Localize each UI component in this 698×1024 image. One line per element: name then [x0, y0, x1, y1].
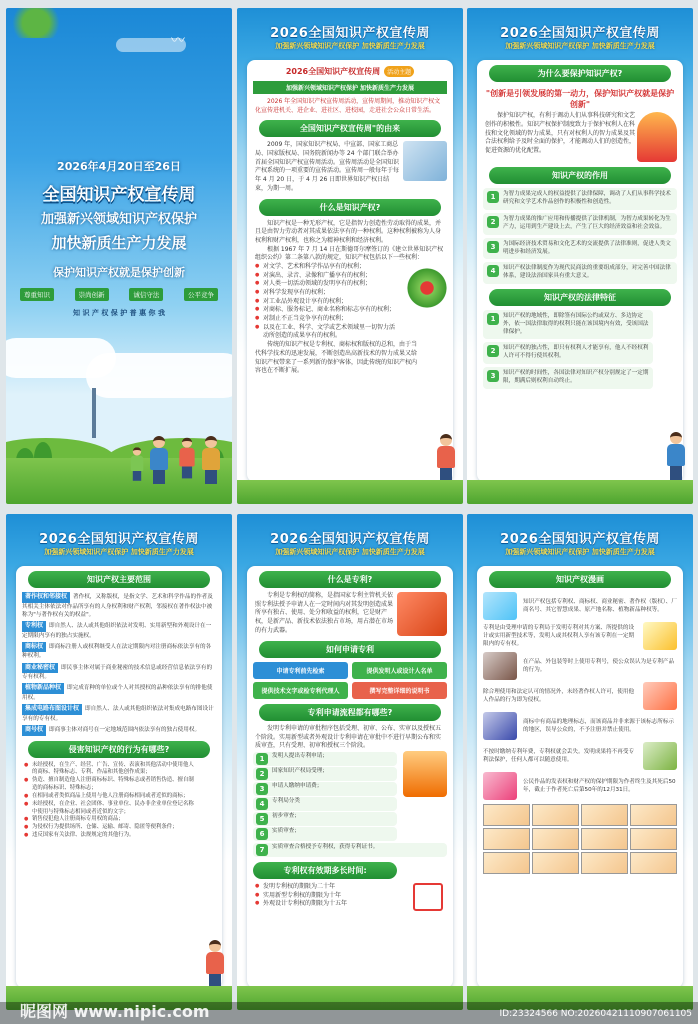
panel-subtitle: 加强新兴领域知识产权保护 加快新质生产力发展	[505, 548, 655, 556]
list-item: ● 在相同或者类似商品上使用与他人注册商标相同或者近似的商标；	[16, 793, 222, 801]
apply-step: 提供技术文字或检专利代理人	[253, 682, 348, 699]
leaf-decoration	[6, 8, 66, 38]
section-heading: 什么是专利?	[259, 571, 440, 588]
theme-line: 加强新兴领域知识产权保护 加快新质生产力发展	[253, 81, 447, 94]
list-item: ● 对商标、服务标记、商业名称和标志享有的权利；	[247, 306, 407, 315]
flow-step: 4 专利局分类	[253, 797, 397, 811]
list-item: ● 违反国家有关法律、法规规定的其他行为。	[16, 832, 222, 840]
panel-subtitle: 加强新兴领域知识产权保护 加快新质生产力发展	[275, 548, 425, 556]
numbered-item: 4 知识产权法律制度作为现代民商法的重要组成部分，对完善中国法律体系，建设法治国家具有重大意义。	[483, 262, 677, 284]
teacher-figure-icon	[433, 434, 459, 482]
comic-image	[643, 682, 677, 710]
comic-frame	[630, 804, 677, 826]
section-heading: 侵害知识产权的行为有哪些?	[28, 741, 209, 758]
badge: 诚信守法	[129, 288, 163, 301]
panel-title: 2026全国知识产权宣传周	[500, 26, 660, 41]
comic-image	[643, 742, 677, 770]
flow-step: 1 发明人提出专利申请；	[253, 752, 397, 766]
umbrella-shield-icon	[637, 112, 677, 162]
comic-frame	[630, 852, 677, 874]
numbered-item: 3 知识产权的时间性，各国法律对知识产权分别规定了一定期限，期满后则权利自动终止。	[483, 367, 653, 389]
list-item: ● 未经授权，在企业、社会团体、事业单位、民办非企业单位登记名称中使用与特殊标志相同或者近似的文字；	[16, 801, 222, 817]
list-item: ● 销售侵犯他人注册商标专用权的商品；	[16, 816, 222, 824]
section-heading: 知识产权的作用	[489, 167, 670, 184]
comic-frame	[483, 828, 530, 850]
list-item: ● 未经授权，在生产、经营、广告、宣传、表演和其他活动中使用他人的商标、特殊标志、专利、作品和其他创作成果；	[16, 762, 222, 778]
patent-stamp-icon	[397, 592, 447, 636]
comic-frame	[483, 804, 530, 826]
convention-text: 根据 1967 年 7 月 14 日在斯德哥尔摩签订的《建立世界知识产权组织公约》第二条第八款的规定，知识产权包括以下一些权利：	[255, 245, 444, 262]
list-item: ● 对科学发现享有的权利；	[247, 289, 407, 298]
family-figure-icon	[198, 436, 224, 484]
cover-line1: 全国知识产权宣传周	[42, 185, 196, 205]
list-item: ● 对演出、录音、录像和广播享有的权利；	[247, 272, 407, 281]
scope-item: 商号权 即商事主体对商号在一定地域范围内依法享有的独占使用权。	[22, 725, 216, 736]
panel-patent	[237, 514, 463, 1010]
apply-step: 申请专利前先检索	[253, 662, 348, 679]
content-card	[477, 566, 683, 988]
period-item: ● 发明专利权的期限为二十年	[247, 883, 413, 892]
comic-image	[483, 592, 517, 620]
scope-item: 集成电路布图设计权 即自然人、法人或其他组织依法对集成电路布图设计享有的专有权。	[22, 705, 214, 722]
scope-item: 专利权 即自然人、法人或其他组织依法对发明、实用新型和外观设计在一定期限内享有的独占实施权。	[22, 621, 212, 639]
numbered-item: 2 为智力成果的推广应用和传播提供了法律机制，为智力成果转化为生产力，运用到生产建设上去，产生了巨大的经济效益和社会效益。	[483, 213, 677, 235]
list-item: ● 对制止不正当竞争享有的权利；	[247, 315, 407, 324]
panel-what-is-ip	[237, 8, 463, 504]
section-heading: 知识产权漫画	[489, 571, 670, 588]
section-heading: 如何申请专利	[259, 641, 440, 658]
list-item: ● 为侵权行为提供场所、仓储、运输、邮寄、隐匿等便利条件；	[16, 824, 222, 832]
list-item: ● 伪造、擅自制造他人注册商标标识、特殊标志或者销售伪造、擅自制造的商标标识、特殊标志；	[16, 777, 222, 793]
list-item: ● 以及在工业、科学、文学或艺术领域里一切智力活动所创造的成果享有的权利。	[247, 324, 407, 341]
cover-slogan: 知 识 产 权 保 护 普 惠 你 我	[73, 309, 165, 317]
money-tree-icon	[407, 263, 447, 313]
intro-text: 2026 年全国知识产权宣传周活动，宣传周期间，推动知识产权文化宣传进机关、进企业、进社区、进校园，走进社会公众日常生活。	[255, 98, 441, 114]
scope-item: 植物新品种权 即完成育种的单位或个人对其授权的品种依法享有的排他使用权。	[22, 684, 213, 701]
comic-text: 商标中有商品的地理标志，而该商品并非来源于该标志所标示的地区，误导公众的，不予注册并禁止使用。	[523, 719, 675, 734]
comic-text: 公民作品的发表权和财产权的保护期限为作者终生及其死后50年，截止于作者死亡后第50年的12月31日。	[523, 779, 676, 794]
comic-image	[643, 622, 677, 650]
student-figure-icon	[663, 432, 689, 480]
period-item: ● 外观设计专利权的期限为十五年	[247, 900, 413, 909]
numbered-item: 1 为智力成果完成人的权益提供了法律保障，调动了人们从事科学技术研究和文学艺术作品创作的积极性和创造性。	[483, 188, 677, 210]
comic-image	[483, 772, 517, 800]
cover-panel	[6, 8, 232, 504]
watermark-logo: 昵图网 www.nipic.com	[20, 1002, 210, 1021]
child-figure-icon	[128, 447, 146, 481]
scope-item: 商业秘密权 即民事主体对属于商业秘密的技术信息或经营信息依法享有的专有权利。	[22, 663, 213, 681]
comic-frame	[532, 804, 579, 826]
tail-text: 传统的知识产权是专利权、商标权和版权的总和，由于当代科学技术的迅速发展，不断创造出高新技术的智力成果又给知识产权带来了一系列新的保护客体，因此传统的知识产权内容也在不断扩展。	[255, 341, 418, 375]
period-item: ● 实用新型专利权的期限为十年	[247, 892, 413, 901]
family-figure-icon	[176, 438, 198, 479]
origin-text: 2009 年，国家知识产权局、中宣部、国家工商总局、国家版权局、国务院新闻办等 24 个部门联合举办首届全国知识产权宣传周活动。宣传周活动是全国知识产权系统的一项重要的宣传活动。宣传周一般每年于每年 4 月 20 日，于 4 月 26 日即世界知识产权日结束，为期一周。	[255, 141, 400, 192]
calendar-icon	[413, 883, 443, 911]
panel-ip-scope	[6, 514, 232, 1010]
comic-frame	[483, 852, 530, 874]
comic-text: 不按时缴纳专利年费，专利权就会丢失。发明成果将不再受专利法保护，任何人都可以随意使用。	[483, 749, 635, 764]
comic-text: 除合理使用和法定认可的情况外，未经著作权人许可，使用他人作品的行为即为侵权。	[483, 689, 635, 704]
apply-steps-row	[253, 662, 447, 679]
flow-step: 3 申请人缴纳申请费；	[253, 782, 397, 796]
quote-text: "创新是引领发展的第一动力，保护知识产权就是保护创新"	[485, 89, 675, 110]
panel-subtitle: 加强新兴领域知识产权保护 加快新质生产力发展	[505, 42, 655, 50]
numbered-item: 1 知识产权的地域性，即除签有国际公约或双方、多边协定外，依一国法律取得的权利只能在该国境内有效，受该国法律保护。	[483, 310, 653, 339]
comic-strip	[483, 804, 677, 874]
cover-badges	[20, 288, 218, 301]
panel-title: 2026全国知识产权宣传周	[500, 532, 660, 547]
cover-line2: 加强新兴领域知识产权保护	[40, 212, 197, 227]
section-heading: 为什么要保护知识产权?	[489, 65, 670, 82]
watermark-bar	[0, 1002, 698, 1024]
numbered-item: 3 为国际经济技术贸易和文化艺术的交流提供了法律准则，促进人类文明进步和经济发展。	[483, 238, 677, 260]
badge: 公平竞争	[184, 288, 218, 301]
comic-text: 在产品、外包装等时上使用专利号，使公众误认为是专利产品的行为。	[523, 659, 675, 674]
section-heading: 什么是知识产权?	[259, 199, 440, 216]
tower-icon	[92, 388, 96, 438]
apply-steps-row	[253, 682, 447, 699]
badge: 尊重知识	[20, 288, 54, 301]
apply-step: 撰写完整详细的说明书	[352, 682, 447, 699]
cover-date: 2026年4月20日至26日	[57, 160, 181, 173]
section-heading: 专利申请流程都有哪些?	[259, 704, 440, 721]
panel-ip-comics	[467, 514, 693, 1010]
flow-intro: 发明专利申请的审批程序包括受理、初审、公布、实审以及授权五个阶段。实用新型或者外观设计专利申请在审批中不进行早期公布和实质审查，只有受理、初审和授权三个阶段。	[255, 725, 442, 750]
flow-step: 5 初步审查；	[253, 812, 397, 826]
theme-badge: 活动主题	[384, 66, 414, 77]
section-heading: 全国知识产权宣传周"的由来	[259, 120, 440, 137]
panel-why-protect	[467, 8, 693, 504]
comic-frame	[581, 852, 628, 874]
flow-step: 6 实质审查；	[253, 827, 397, 841]
panel-title: 2026全国知识产权宣传周	[270, 532, 430, 547]
content-card	[16, 566, 222, 988]
section-heading: 知识产权主要范围	[28, 571, 209, 588]
comic-text: 知识产权包括专利权、商标权、商业秘密、著作权（版权）、厂商名号、其它智慧成果、原产地名称、植物新品种权等。	[523, 598, 677, 613]
list-item: ● 对人类一切活动领域的发明享有的权利；	[247, 280, 407, 289]
handshake-image	[403, 141, 447, 181]
panel-title: 2026全国知识产权宣传周	[39, 532, 199, 547]
comic-image	[483, 652, 517, 680]
flow-step: 7 实质审查合格授予专利权，获得专利证书。	[253, 843, 447, 857]
apply-step: 提供发明人或设计人名单	[352, 662, 447, 679]
content-card	[247, 566, 453, 988]
list-item: ● 对工业品外观设计享有的权利；	[247, 298, 407, 307]
badge: 崇尚创新	[75, 288, 109, 301]
content-card	[477, 60, 683, 482]
patent-definition: 专利是专利权的简称，是指国家专利主管机关依照专利法授予申请人在一定时间内对其发明创造成果所享有独占、使用、处分和收益的权利，它是财产权，是新产品、新技术依法独占市场，用占潜在市场的有力武器。	[255, 592, 394, 634]
panel-subtitle: 加强新兴领域知识产权保护 加快新质生产力发展	[275, 42, 425, 50]
scope-item: 著作权和邻接权 著作权，又称版权，是指文学、艺术和科学作品的作者及其相关主体依法对作品所享有的人身权利和财产权利，邻接权在著作权法中被称为"与著作权有关的权益"。	[22, 593, 213, 618]
bird-icon: 〰	[171, 33, 185, 49]
cover-line4: 保护知识产权就是保护创新	[53, 266, 185, 279]
section-heading: 专利权有效期多长时间:	[253, 862, 397, 879]
why-text: 保护知识产权，有利于调动人们从事科技研究和文艺创作的积极性。知识产权保护制度致力于保护权利人在科技和文化领域的智力成果，只有对权利人的智力成果及其合法权利给予及时全面的保护，才能调动人们的创造性，促进资源的优化配置。	[485, 112, 636, 155]
family-figure-icon	[146, 436, 172, 484]
panel-subtitle: 加强新兴领域知识产权保护 加快新质生产力发展	[44, 548, 194, 556]
comic-frame	[581, 804, 628, 826]
student-figure-icon	[202, 940, 228, 988]
books-icon	[403, 751, 447, 797]
comic-text: 专利是由受理申请的专利局于发明专利对其方案、所提供的设计或实用新型技术等，发明人或其权利人享有该专利在一定期限内的专有权。	[483, 625, 635, 648]
watermark-id: ID:23324566 NO:20260421110907061105	[499, 1009, 692, 1019]
scope-item: 商标权 即商标注册人或权利继受人在法定期限内对注册商标依法享有的各种权利。	[22, 642, 212, 660]
cover-line3: 加快新质生产力发展	[51, 234, 187, 252]
comic-frame	[581, 828, 628, 850]
comic-frame	[630, 828, 677, 850]
numbered-item: 2 知识产权的独占性，即只有权利人才能享有，他人不经权利人许可不得行使其权利。	[483, 342, 653, 364]
content-card	[247, 60, 453, 482]
cloud	[86, 353, 232, 398]
flow-step: 2 国家知识产权局受理；	[253, 767, 397, 781]
panel-title: 2026全国知识产权宣传周	[270, 26, 430, 41]
comic-frame	[532, 852, 579, 874]
section-heading: 知识产权的法律特征	[489, 289, 670, 306]
comic-image	[483, 712, 517, 740]
definition-text: 知识产权是一种无形产权，它是指智力创造性劳动取得的成果，并且是由智力劳动者对其成果依法享有的一种权利。这种权利被称为人身权利和财产权利，也称之为精神权利和经济权利。	[255, 219, 442, 244]
card-title: 2026全国知识产权宣传周	[285, 67, 381, 76]
comic-frame	[532, 828, 579, 850]
list-item: ● 对文学、艺术和科学作品享有的权利；	[247, 263, 407, 272]
